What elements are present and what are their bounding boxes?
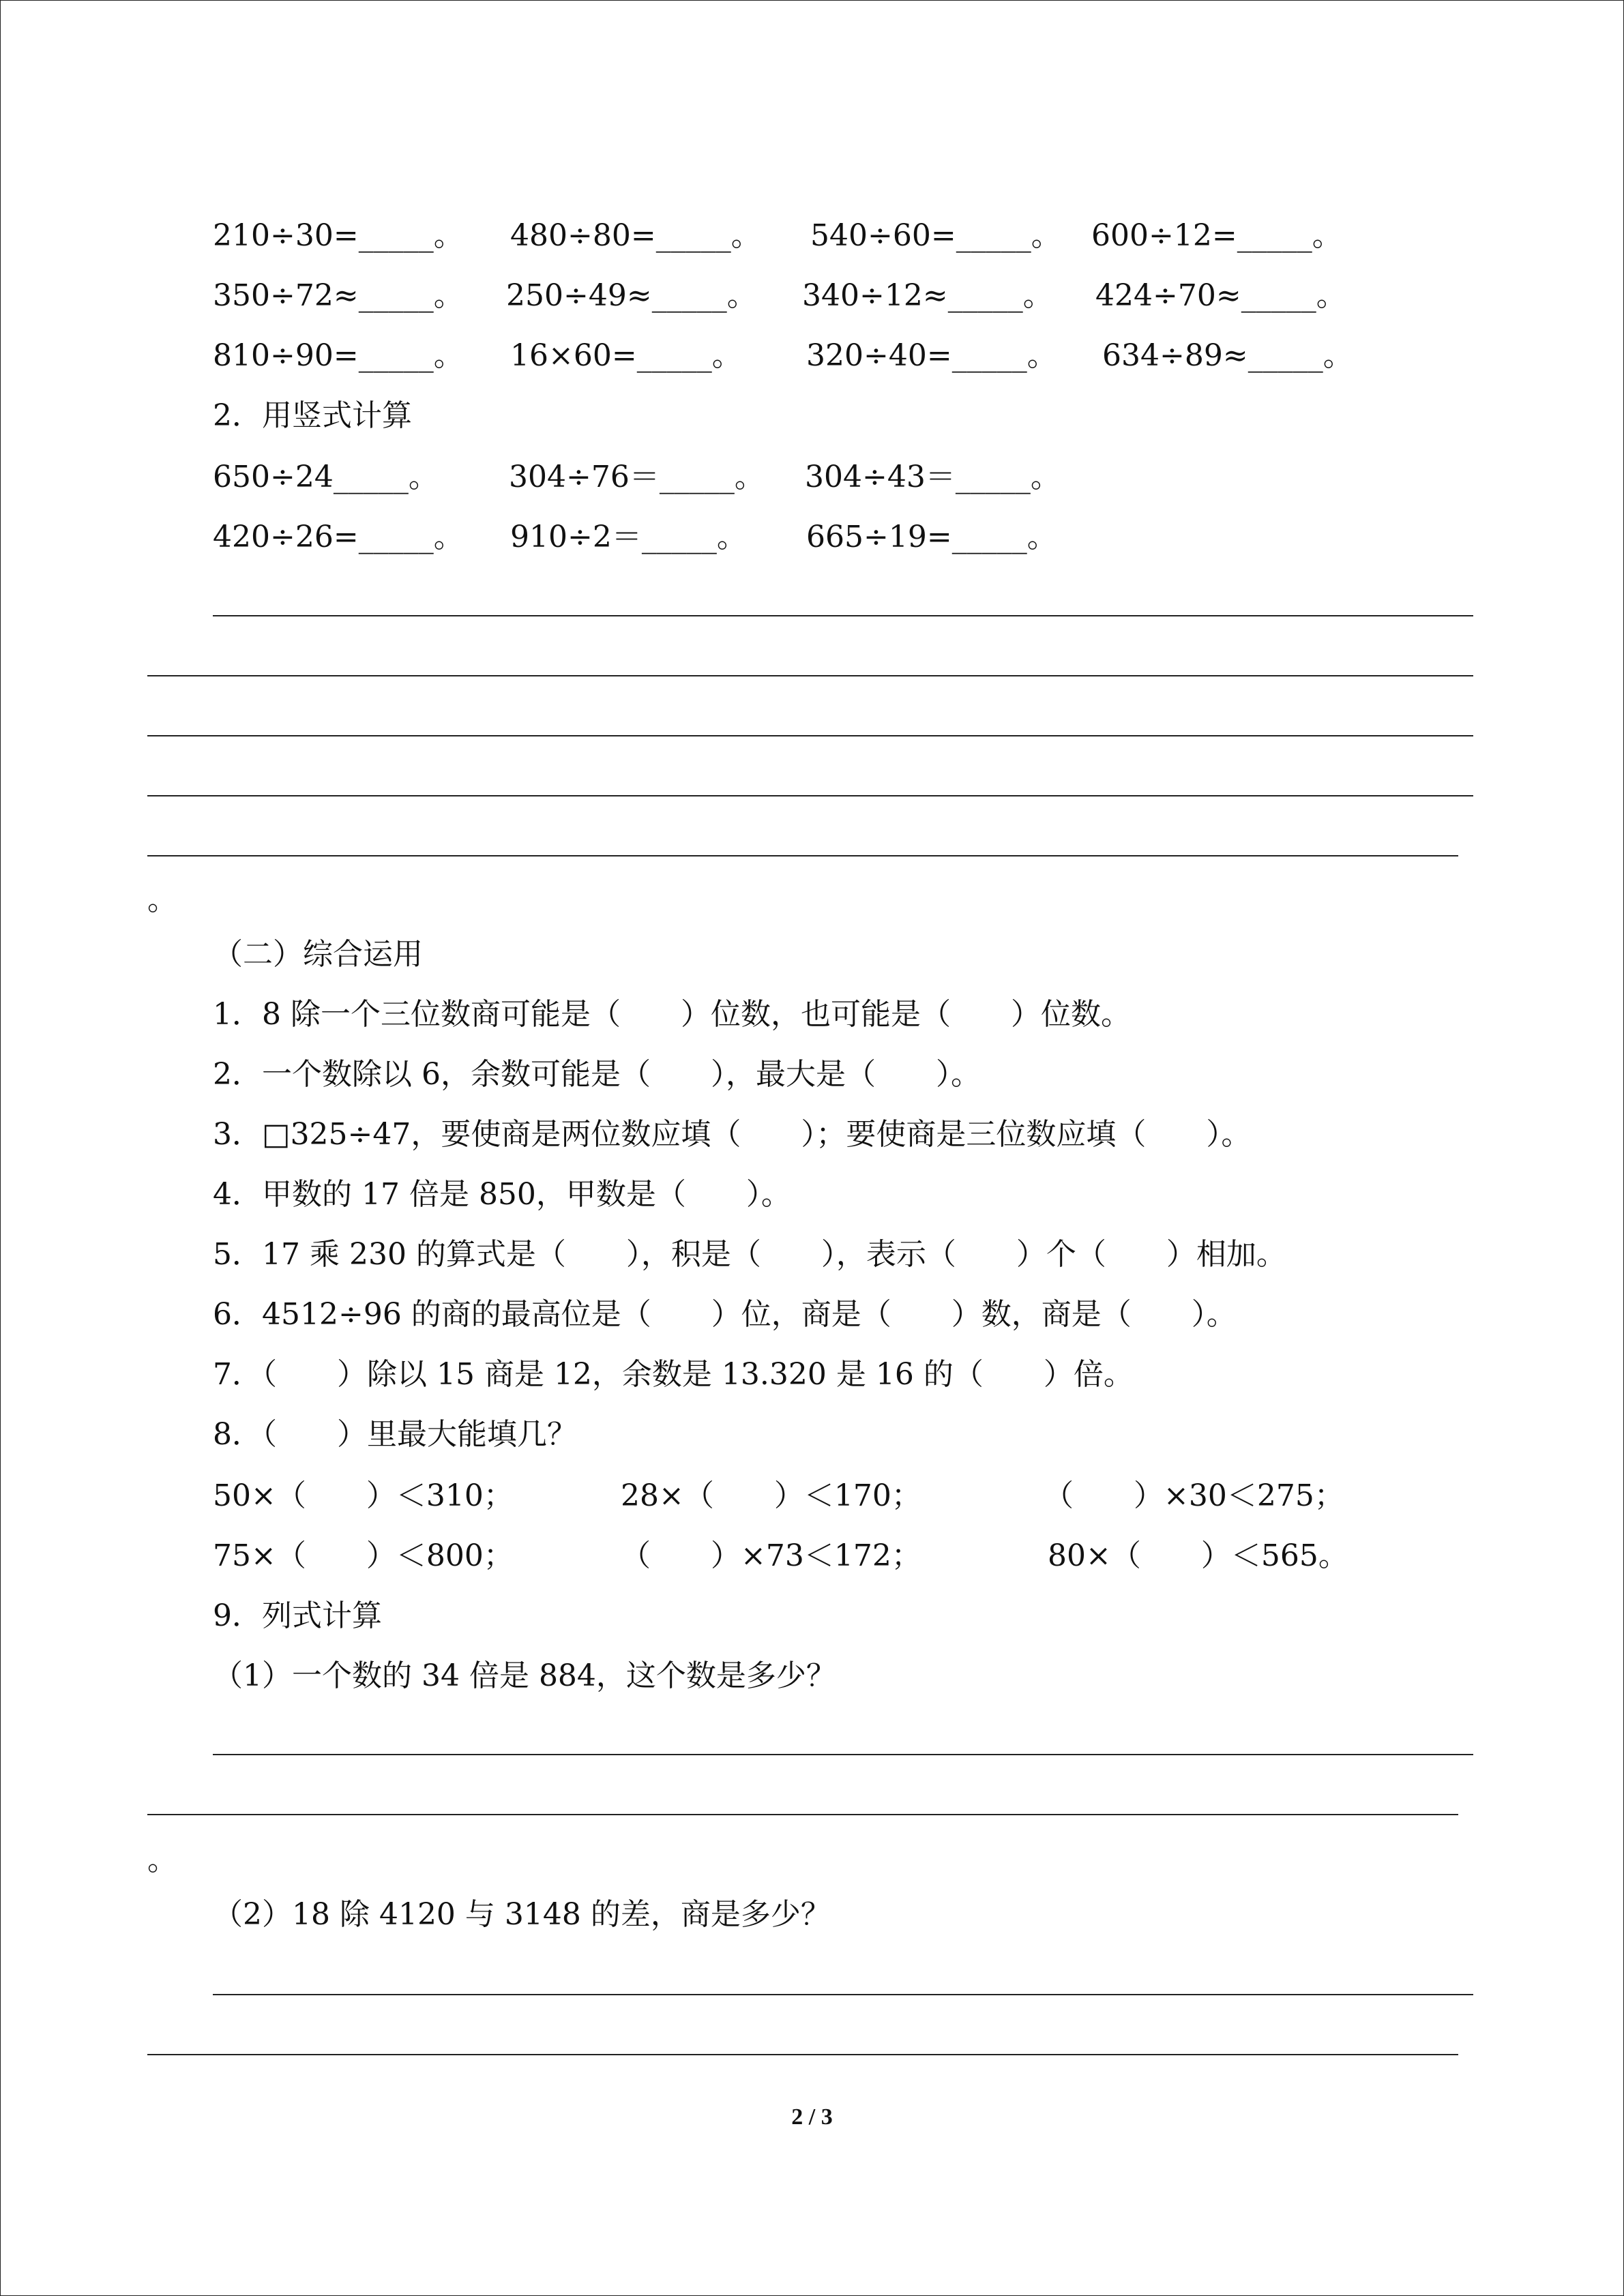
section-heading: （二）综合运用 <box>213 937 423 972</box>
vertical-calc-heading: 2．用竖式计算 <box>213 398 412 433</box>
oral-calc-item: 250÷49≈_____。 <box>506 278 757 313</box>
question-7: 7．（ ）除以 15 商是 12，余数是 13.320 是 16 的（ ）倍。 <box>213 1357 1134 1392</box>
question-6: 6．4512÷96 的商的最高位是（ ）位，商是（ ）数，商是（ ）。 <box>213 1297 1237 1332</box>
oral-calc-item: 424÷70≈_____。 <box>1095 278 1346 313</box>
question-8: 8．（ ）里最大能填几？ <box>213 1417 577 1452</box>
inequality-item: （ ）×73＜172； <box>621 1538 921 1573</box>
question-9: 9．列式计算 <box>213 1598 382 1633</box>
vertical-calc-item: 420÷26=_____。 <box>213 520 464 554</box>
oral-calc-item: 320÷40=_____。 <box>806 338 1057 373</box>
oral-calc-item: 16×60=_____。 <box>510 338 742 373</box>
answer-line <box>213 615 1473 616</box>
oral-calc-item: 350÷72≈_____。 <box>213 278 464 313</box>
vertical-calc-item: 304÷43＝_____。 <box>805 460 1061 494</box>
stray-period: 。 <box>147 882 177 917</box>
question-2: 2．一个数除以 6，余数可能是（ ），最大是（ ）。 <box>213 1057 981 1092</box>
question-4: 4．甲数的 17 倍是 850，甲数是（ ）。 <box>213 1177 791 1212</box>
oral-calc-item: 540÷60=_____。 <box>810 218 1061 253</box>
stray-period: 。 <box>147 1843 177 1877</box>
answer-line <box>147 675 1473 676</box>
oral-calc-item: 634÷89≈_____。 <box>1102 338 1353 373</box>
answer-line <box>213 1754 1473 1755</box>
vertical-calc-item: 910÷2＝_____。 <box>510 520 747 554</box>
oral-calc-item: 810÷90=_____。 <box>213 338 464 373</box>
question-3: 3．□325÷47，要使商是两位数应填（ ）；要使商是三位数应填（ ）。 <box>213 1117 1252 1152</box>
question-1: 1．8 除一个三位数商可能是（ ）位数，也可能是（ ）位数。 <box>213 997 1131 1032</box>
oral-calc-item: 480÷80=_____。 <box>510 218 761 253</box>
oral-calc-item: 340÷12≈_____。 <box>802 278 1053 313</box>
answer-line <box>147 735 1473 736</box>
oral-calc-item: 600÷12=_____。 <box>1091 218 1342 253</box>
page-number: 2 / 3 <box>791 2104 833 2130</box>
inequality-item: （ ）×30＜275； <box>1044 1478 1344 1513</box>
question-5: 5．17 乘 230 的算式是（ ），积是（ ），表示（ ）个（ ）相加。 <box>213 1237 1286 1272</box>
inequality-item: 75×（ ）＜800； <box>213 1538 514 1573</box>
vertical-calc-item: 665÷19=_____。 <box>806 520 1057 554</box>
answer-line <box>147 855 1458 856</box>
vertical-calc-item: 650÷24_____。 <box>213 460 439 494</box>
answer-line <box>147 2054 1458 2055</box>
inequality-item: 80×（ ）＜565。 <box>1048 1538 1348 1573</box>
vertical-calc-item: 304÷76＝_____。 <box>509 460 765 494</box>
question-9-1: （1）一个数的 34 倍是 884，这个数是多少？ <box>213 1658 836 1693</box>
oral-calc-item: 210÷30=_____。 <box>213 218 464 253</box>
answer-line <box>213 1994 1473 1995</box>
inequality-item: 50×（ ）＜310； <box>213 1478 514 1513</box>
answer-line <box>147 795 1473 796</box>
inequality-item: 28×（ ）＜170； <box>621 1478 921 1513</box>
answer-line <box>147 1814 1458 1815</box>
question-9-2: （2）18 除 4120 与 3148 的差，商是多少？ <box>213 1897 831 1932</box>
